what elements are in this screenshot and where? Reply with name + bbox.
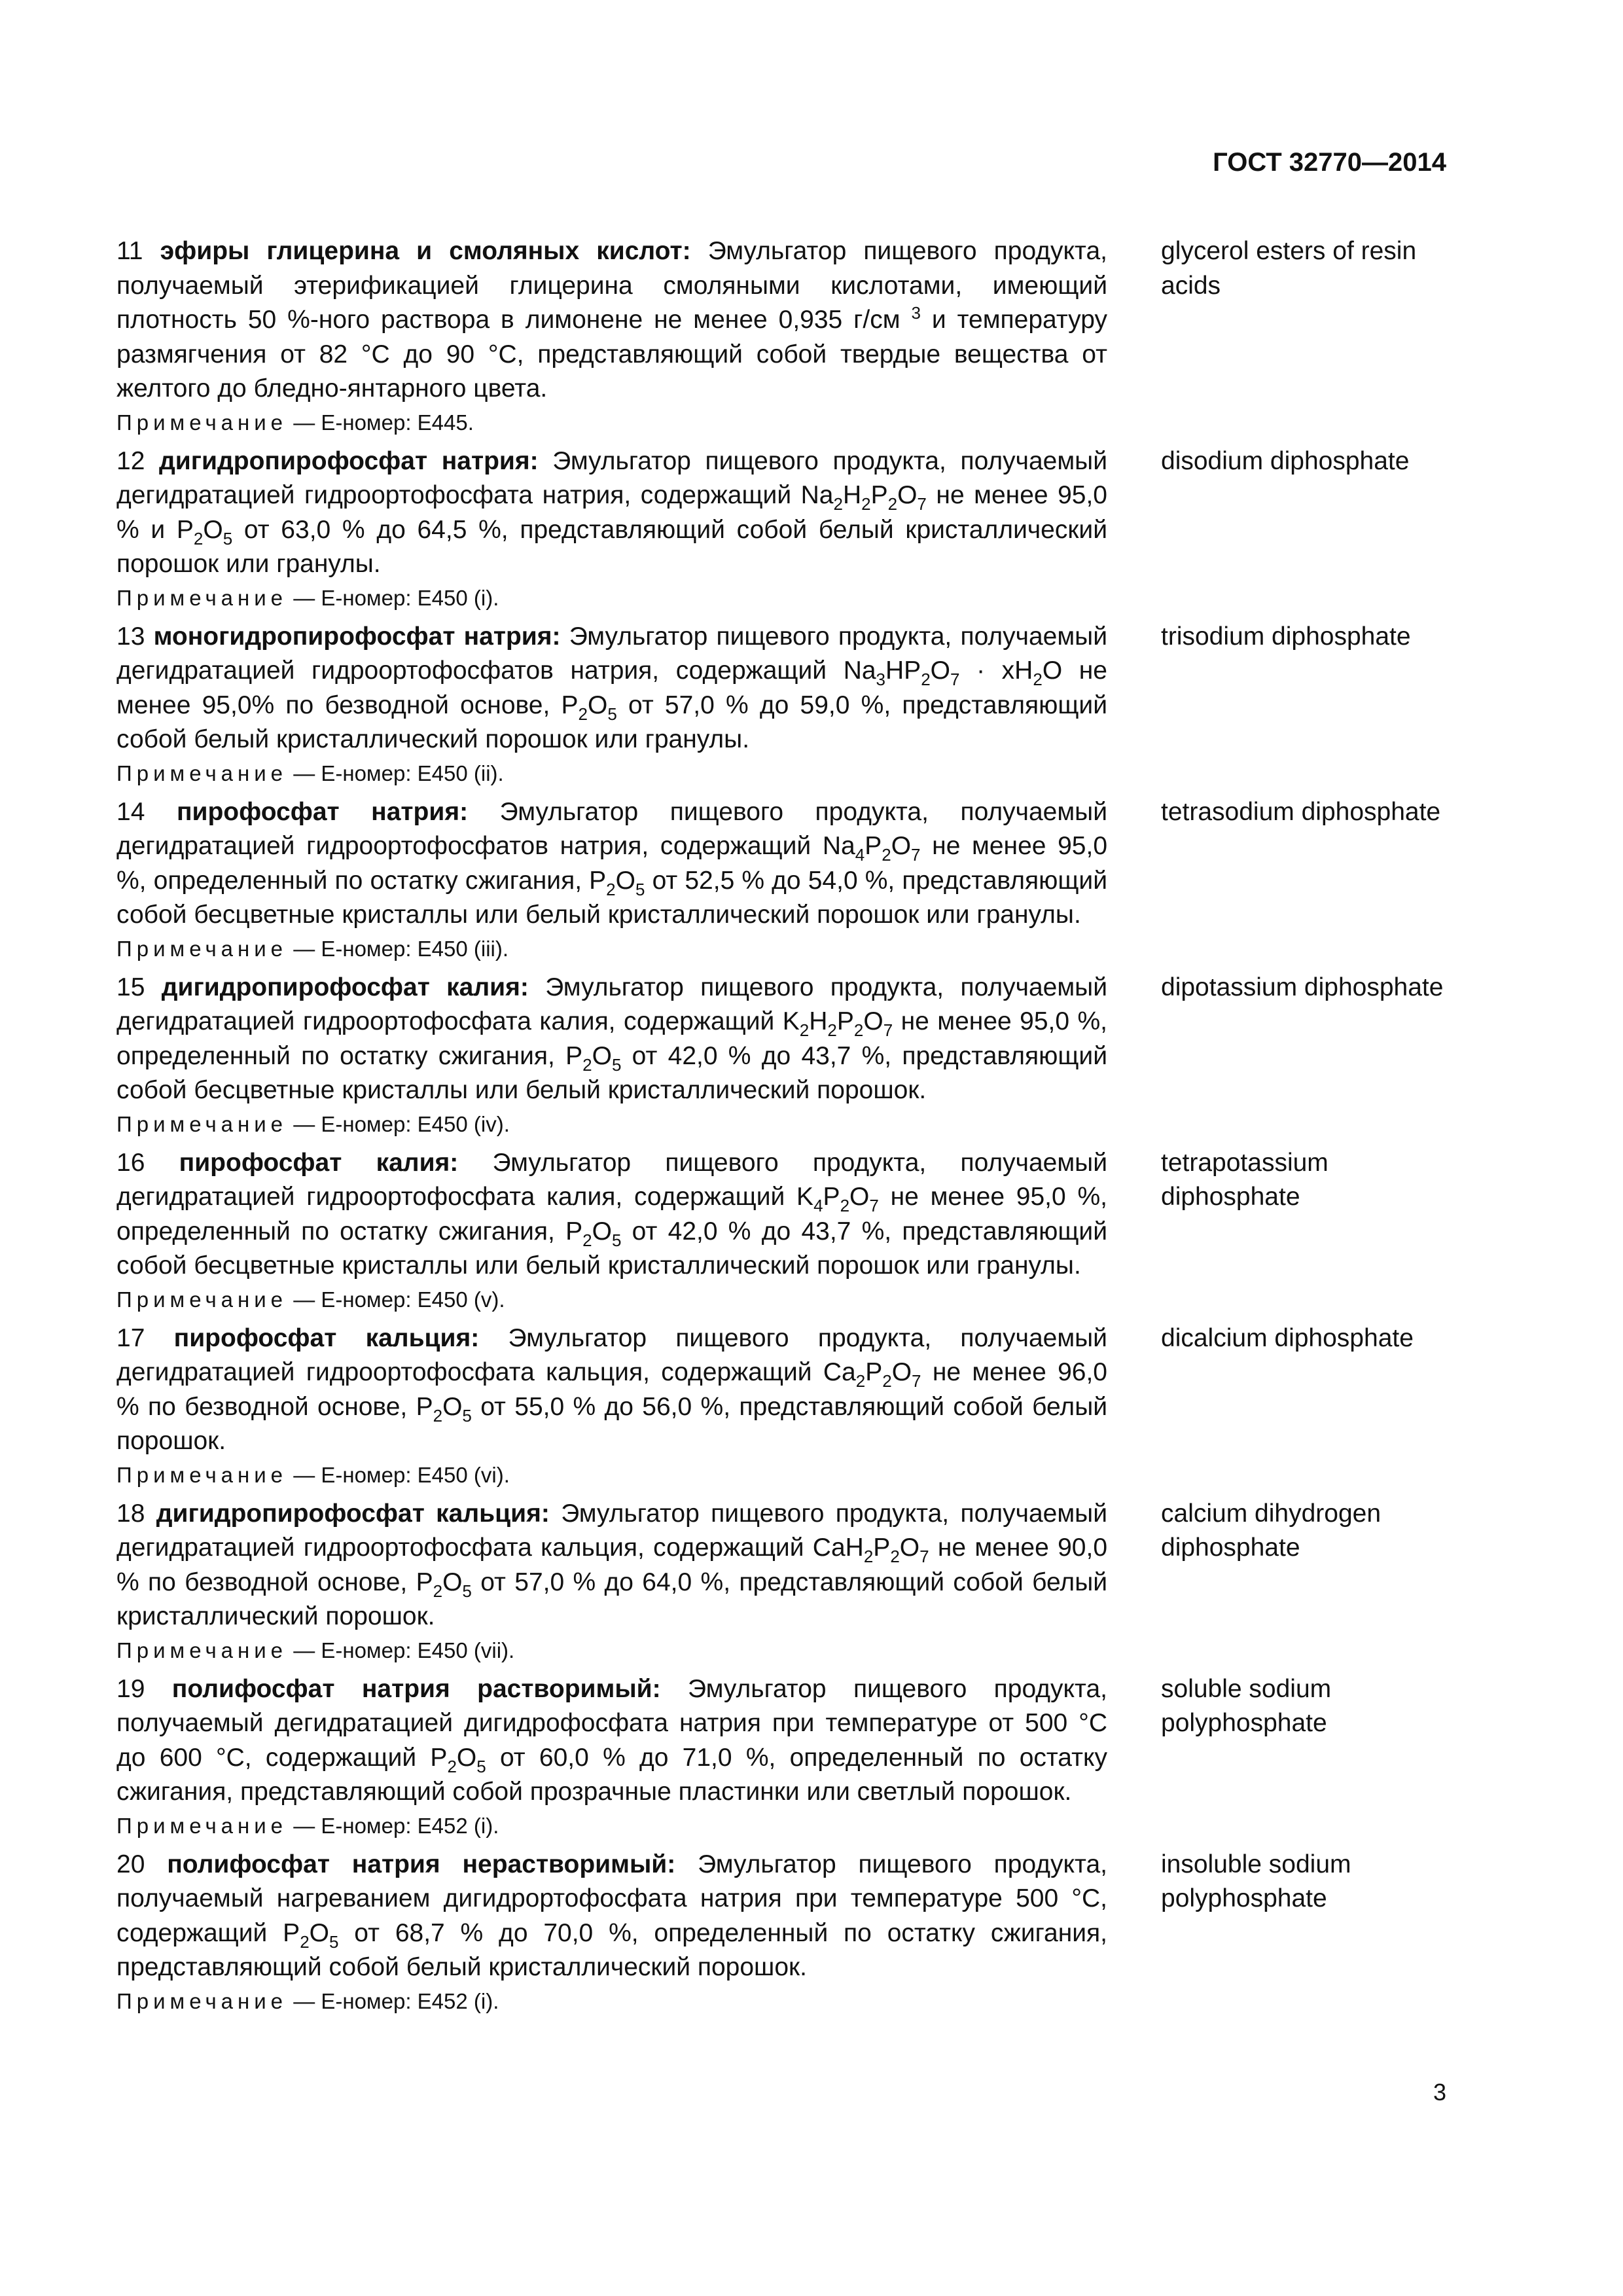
- subscript: 5: [611, 1230, 622, 1250]
- note-text: — Е-номер: Е450 (iv).: [293, 1111, 510, 1136]
- term-name: пирофосфат калия:: [179, 1148, 459, 1177]
- definition-text: P: [865, 1358, 883, 1386]
- definition-text: O: [309, 1918, 329, 1947]
- term-definition: [116, 971, 1107, 1108]
- note-label: Примечание: [116, 1111, 288, 1136]
- note: [116, 1283, 1465, 1316]
- definition-text: не менее 95,0 %, определенный по остатку сжигания, P: [116, 1007, 1107, 1070]
- definition-text: Эмульгатор пищевого продукта, получаемый этерификацией глицерина смоляными кислотами, имеющий плотность 50 %-ного раствора в лимонене не менее 0,935 г/см: [116, 237, 1107, 334]
- document-code: ГОСТ 32770—2014: [1213, 148, 1446, 177]
- subscript: 7: [919, 1547, 929, 1566]
- english-term: calcium dihydrogen diphosphate: [1161, 1499, 1382, 1562]
- note-text: — Е-номер: Е450 (vii).: [293, 1638, 515, 1662]
- subscript: 5: [329, 1931, 339, 1952]
- subscript: 7: [912, 1371, 921, 1391]
- note-label: Примечание: [116, 1813, 288, 1838]
- subscript: 2: [863, 1547, 874, 1566]
- subscript: 5: [223, 528, 233, 548]
- term-number: 12: [116, 446, 145, 475]
- subscript: 7: [869, 1196, 879, 1215]
- note: [116, 1634, 1465, 1667]
- note-text: — Е-номер: Е445.: [293, 410, 474, 435]
- term-definition: [116, 1321, 1107, 1459]
- subscript: 2: [582, 1230, 592, 1250]
- note-label: Примечание: [116, 585, 288, 610]
- term-number: 19: [116, 1674, 145, 1703]
- term-number: 18: [116, 1499, 145, 1528]
- definition-text: от 52,5 % до 54,0 %, представляющий собой бесцветные кристаллы или белый кристаллический порошок или гранулы.: [116, 866, 1107, 929]
- subscript: 2: [300, 1931, 310, 1952]
- definition-text: O: [899, 1534, 920, 1562]
- english-term: disodium diphosphate: [1161, 446, 1410, 475]
- definition-text: O: [615, 866, 635, 895]
- subscript: 7: [950, 670, 960, 689]
- definition-text: Эмульгатор пищевого продукта, получаемый дегидратацией гидроортофосфатов натрия, содержащий Na: [116, 622, 1107, 685]
- subscript: 5: [476, 1756, 486, 1776]
- term-definition: [116, 795, 1107, 933]
- term-definition: [116, 620, 1107, 757]
- term-name: пирофосфат натрия:: [176, 797, 469, 826]
- note: [116, 1985, 1465, 2018]
- note-label: Примечание: [116, 1988, 288, 2013]
- term-number: 16: [116, 1148, 145, 1177]
- english-term: insoluble sodium polyphosphate: [1161, 1850, 1351, 1912]
- note-label: Примечание: [116, 761, 288, 785]
- note-label: Примечание: [116, 1638, 288, 1662]
- definition-text: не менее 95,0 % и P: [116, 481, 1107, 544]
- definition-text: O: [849, 1183, 870, 1211]
- definition-text: не менее 90,0 % по безводной основе, P: [116, 1534, 1108, 1596]
- term-entry-12: [116, 444, 1465, 615]
- english-term: soluble sodium polyphosphate: [1161, 1674, 1332, 1737]
- term-number: 14: [116, 797, 145, 826]
- note-text: — Е-номер: Е450 (ii).: [293, 761, 504, 785]
- definition-text: O: [592, 1041, 612, 1070]
- subscript: 2: [882, 845, 891, 865]
- note: [116, 1810, 1465, 1842]
- definition-text: O: [442, 1568, 463, 1596]
- definition-text: от 68,7 % до 70,0 %, определенный по остатку сжигания, представляющий собой белый кристаллический порошок.: [116, 1918, 1107, 1981]
- english-term: tetrapotassium diphosphate: [1161, 1148, 1329, 1211]
- term-entries: [116, 234, 1465, 2023]
- definition-text: Эмульгатор пищевого продукта, получаемый дегидратацией дигидрофосфата натрия при температуре от 500 °C до 600 °C, содержащий P: [116, 1674, 1107, 1772]
- subscript: 4: [813, 1196, 823, 1215]
- subscript: 2: [433, 1405, 443, 1426]
- term-name: дигидропирофосфат натрия:: [159, 446, 539, 475]
- english-term: glycerol esters of resin acids: [1161, 237, 1417, 300]
- definition-text: не менее 96,0 % по безводной основе, P: [116, 1358, 1107, 1421]
- subscript: 2: [1033, 670, 1043, 689]
- definition-text: O: [456, 1743, 477, 1772]
- term-entry-19: [116, 1672, 1465, 1842]
- note-text: — Е-номер: Е450 (i).: [293, 585, 499, 610]
- term-name: полифосфат натрия растворимый:: [171, 1674, 661, 1703]
- subscript: 2: [887, 494, 898, 514]
- definition-text: от 63,0 % до 64,5 %, представляющий собой белый кристаллический порошок или гранулы.: [116, 515, 1107, 578]
- note: [116, 406, 1465, 439]
- term-number: 15: [116, 973, 145, 1001]
- note-text: — Е-номер: Е450 (v).: [293, 1287, 505, 1312]
- term-entry-15: [116, 971, 1465, 1141]
- page-number: 3: [1433, 2079, 1446, 2106]
- definition-text: O: [203, 515, 223, 544]
- term-name: дигидропирофосфат калия:: [161, 973, 529, 1001]
- subscript: 2: [855, 1371, 866, 1391]
- definition-text: Эмульгатор пищевого продукта, получаемый нагреванием дигидрортофосфата натрия при температуре 500 °C, содержащий P: [116, 1850, 1107, 1947]
- english-term: dipotassium diphosphate: [1161, 973, 1444, 1001]
- term-entry-20: [116, 1848, 1465, 2018]
- definition-text: P: [865, 832, 882, 860]
- subscript: 2: [447, 1756, 457, 1776]
- term-number: 20: [116, 1850, 145, 1878]
- definition-text: от 42,0 % до 43,7 %, представляющий собой бесцветные кристаллы или белый кристаллический порошок.: [116, 1041, 1107, 1104]
- definition-text: O: [891, 832, 912, 860]
- note: [116, 933, 1465, 965]
- definition-text: Эмульгатор пищевого продукта, получаемый дегидратацией гидроортофосфата калия, содержащий K: [116, 973, 1107, 1035]
- definition-text: H: [809, 1007, 828, 1035]
- note-label: Примечание: [116, 1462, 288, 1487]
- term-entry-11: [116, 234, 1465, 439]
- term-definition: [116, 1146, 1107, 1283]
- subscript: 2: [861, 494, 871, 514]
- term-number: 13: [116, 622, 145, 651]
- subscript: 3: [876, 670, 886, 689]
- note: [116, 757, 1465, 790]
- subscript: 7: [911, 845, 921, 865]
- subscript: 5: [462, 1405, 472, 1426]
- term-name: моногидропирофосфат натрия:: [153, 622, 561, 651]
- subscript: 7: [883, 1020, 893, 1040]
- term-number: 11: [116, 237, 143, 265]
- subscript: 5: [607, 704, 617, 724]
- definition-text: O: [592, 1217, 612, 1246]
- subscript: 2: [882, 1371, 892, 1391]
- definition-text: P: [870, 481, 888, 509]
- note-text: — Е-номер: Е452 (i).: [293, 1988, 499, 2013]
- note-text: — Е-номер: Е450 (iii).: [293, 936, 509, 961]
- definition-text: от 42,0 % до 43,7 %, представляющий собой бесцветные кристаллы или белый кристаллический порошок или гранулы.: [116, 1217, 1107, 1280]
- definition-text: не менее 95,0 %, определенный по остатку сжигания, P: [116, 832, 1108, 895]
- definition-text: O: [897, 481, 918, 509]
- definition-text: от 57,0 % до 59,0 %, представляющий собой белый кристаллический порошок или гранулы.: [116, 691, 1107, 753]
- english-term: trisodium diphosphate: [1161, 622, 1411, 651]
- subscript: 2: [578, 704, 588, 724]
- superscript: 3: [911, 303, 921, 323]
- definition-text: O не менее 95,0% по безводной основе, P: [116, 656, 1107, 719]
- note: [116, 1459, 1465, 1492]
- subscript: 2: [833, 494, 843, 514]
- definition-text: не менее 95,0 %, определенный по остатку сжигания, P: [116, 1183, 1107, 1246]
- term-definition: [116, 1497, 1107, 1634]
- subscript: 2: [606, 879, 616, 899]
- definition-text: от 55,0 % до 56,0 %, представляющий собой белый порошок.: [116, 1392, 1108, 1455]
- subscript: 4: [855, 845, 865, 865]
- definition-text: Эмульгатор пищевого продукта, получаемый дегидратацией гидроортофосфатов натрия, содержащий Na: [116, 797, 1107, 860]
- definition-text: Эмульгатор пищевого продукта, получаемый дегидратацией гидроортофосфата натрия, содержащий Na: [116, 446, 1107, 509]
- subscript: 2: [921, 670, 931, 689]
- definition-text: · xH: [959, 656, 1033, 685]
- definition-text: от 57,0 % до 64,0 %, представляющий собой белый кристаллический порошок.: [116, 1568, 1108, 1630]
- term-entry-17: [116, 1321, 1465, 1492]
- term-entry-14: [116, 795, 1465, 965]
- subscript: 2: [840, 1196, 850, 1215]
- subscript: 2: [890, 1547, 900, 1566]
- definition-text: Эмульгатор пищевого продукта, получаемый дегидратацией гидроортофосфата калия, содержащий K: [116, 1148, 1107, 1211]
- subscript: 2: [799, 1020, 810, 1040]
- subscript: 5: [611, 1054, 622, 1075]
- term-definition: [116, 444, 1107, 582]
- note-label: Примечание: [116, 410, 288, 435]
- note-text: — Е-номер: Е452 (i).: [293, 1813, 499, 1838]
- note: [116, 1108, 1465, 1141]
- note: [116, 582, 1465, 615]
- subscript: 5: [635, 879, 645, 899]
- subscript: 2: [582, 1054, 592, 1075]
- subscript: 2: [853, 1020, 864, 1040]
- definition-text: Эмульгатор пищевого продукта, получаемый дегидратацией гидроортофосфата кальция, содержащий CaH: [116, 1499, 1107, 1562]
- definition-text: O: [442, 1392, 463, 1421]
- definition-text: HP: [885, 656, 921, 685]
- term-name: эфиры глицерина и смоляных кислот:: [160, 237, 691, 265]
- definition-text: от 60,0 % до 71,0 %, определенный по остатку сжигания, представляющий собой прозрачные пластинки или светлый порошок.: [116, 1743, 1108, 1806]
- subscript: 7: [917, 494, 927, 514]
- note-text: — Е-номер: Е450 (vi).: [293, 1462, 510, 1487]
- definition-text: и температуру размягчения от 82 °C до 90 °C, представляющий собой твердые вещества от желтого до бледно-янтарного цвета.: [116, 306, 1107, 403]
- subscript: 2: [827, 1020, 837, 1040]
- english-term: dicalcium diphosphate: [1161, 1323, 1414, 1352]
- term-definition: [116, 1848, 1107, 1985]
- term-number: 17: [116, 1323, 145, 1352]
- definition-text: O: [891, 1358, 912, 1386]
- term-entry-16: [116, 1146, 1465, 1316]
- term-name: полифосфат натрия нерастворимый:: [167, 1850, 676, 1878]
- term-entry-18: [116, 1497, 1465, 1667]
- term-name: пирофосфат кальция:: [173, 1323, 480, 1352]
- definition-text: P: [873, 1534, 891, 1562]
- subscript: 2: [433, 1581, 443, 1601]
- definition-text: O: [588, 691, 608, 719]
- definition-text: O: [863, 1007, 883, 1035]
- subscript: 5: [462, 1581, 472, 1601]
- term-entry-13: [116, 620, 1465, 790]
- definition-text: P: [823, 1183, 840, 1211]
- definition-text: P: [836, 1007, 854, 1035]
- definition-text: Эмульгатор пищевого продукта, получаемый дегидратацией гидроортофосфата кальция, содержащий Ca: [116, 1323, 1107, 1386]
- term-definition: [116, 234, 1107, 406]
- note-label: Примечание: [116, 1287, 288, 1312]
- term-name: дигидропирофосфат кальция:: [156, 1499, 550, 1528]
- subscript: 2: [193, 528, 204, 548]
- term-definition: [116, 1672, 1107, 1810]
- definition-text: H: [842, 481, 862, 509]
- note-label: Примечание: [116, 936, 288, 961]
- definition-text: O: [930, 656, 951, 685]
- english-term: tetrasodium diphosphate: [1161, 797, 1441, 826]
